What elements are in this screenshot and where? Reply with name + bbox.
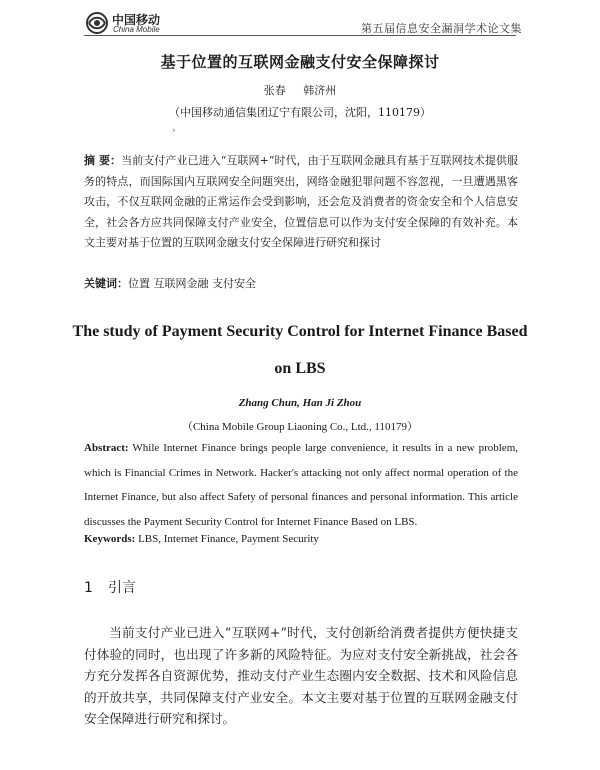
affiliation-cn: （中国移动通信集团辽宁有限公司，沈阳，110179） <box>169 106 431 119</box>
abstract-cn-label: 摘 要： <box>84 154 122 167</box>
paper-title-cn: 基于位置的互联网金融支付安全保障探讨 <box>160 53 440 71</box>
logo-text-en: China Mobile <box>113 25 160 34</box>
abstract-en-text: While Internet Finance brings people large convenience, it results in a new problem, which is Financial Crimes in Network. Hacker's attacking not only affect normal operation of the Internet Finance, but also affect Safety of personal finances and personal information. This article discusses the Payment Security Control for Internet Finance Based on LBS. <box>84 442 518 528</box>
authors-cn: 张春 韩济州 <box>263 84 337 97</box>
authors-en: Zhang Chun, Han Ji Zhou <box>238 397 362 409</box>
section-number: 1 <box>84 580 93 596</box>
paper-title-en-line1: The study of Payment Security Control for Internet Finance Based <box>72 323 528 340</box>
keywords-cn-text: 位置 互联网金融 支付安全 <box>128 277 256 290</box>
paper-title-en-line2: on LBS <box>274 360 326 377</box>
page-header <box>0 8 600 38</box>
china-mobile-logo-icon <box>84 10 110 36</box>
keywords-en-text: LBS, Internet Finance, Payment Security <box>138 533 319 545</box>
section-title: 引言 <box>108 580 136 596</box>
keywords-en <box>84 527 518 551</box>
stray-mark: › <box>172 126 176 136</box>
journal-name: 第五届信息安全漏洞学术论文集 <box>361 22 522 35</box>
body-paragraph: 当前支付产业已进入“互联网+”时代，支付创新给消费者提供方便快捷支付体验的同时，也出现了许多新的风险特征。为应对支付安全新挑战，社会各方充分发挥各自资源优势，推动支付产业生态圈内安全数据、技术和风险信息的开放共享，共同保障支付产业安全。本文主要对基于位置的互联网金融支付安全保障进行研究和探讨。 <box>84 625 518 726</box>
logo-text-cn: 中国移动 <box>112 13 161 27</box>
abstract-cn-text: 当前支付产业已进入“互联网+”时代，由于互联网金融具有基于互联网技术提供服务的特点，而国际国内互联网安全问题突出，网络金融犯罪问题不容忽视，一旦遭遇黑客攻击，不仅互联网金融的正常运作会受到影响，还会危及消费者的资金安全和个人信息安全，社会各方应共同保障支付产业安全，位置信息可以作为支付安全保障的有效补充。本文主要对基于位置的互联网金融支付安全保障进行研究和探讨 <box>84 154 518 250</box>
keywords-en-label: Keywords: <box>84 533 136 545</box>
keywords-cn-label: 关键词： <box>84 277 128 290</box>
abstract-cn <box>84 151 518 254</box>
abstract-en-label: Abstract: <box>84 442 129 454</box>
header-rule <box>84 35 516 36</box>
keywords-cn <box>84 274 518 295</box>
abstract-en <box>84 436 518 534</box>
china-mobile-logo <box>84 10 224 38</box>
affiliation-en: （China Mobile Group Liaoning Co., Ltd., 110179） <box>181 421 419 433</box>
section-heading <box>84 577 136 597</box>
